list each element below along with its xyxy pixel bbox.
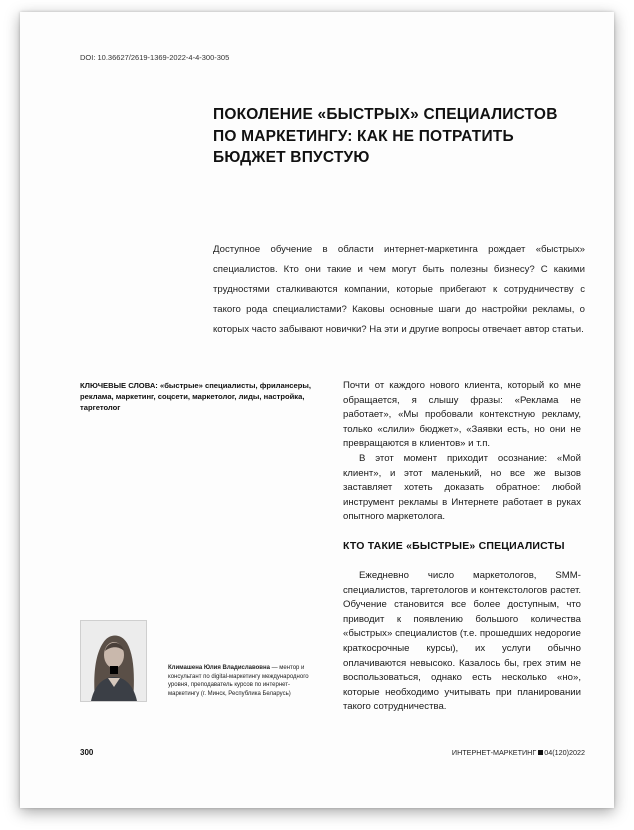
author-photo [80,620,147,702]
title-line-1: ПОКОЛЕНИЕ «БЫСТРЫХ» СПЕЦИАЛИСТОВ [213,106,558,123]
keywords-block [80,380,318,413]
journal-page [20,12,614,808]
keywords-text: «быстрые» специалисты, фрилансеры, реклама, маркетинг, соцсети, маркетолог, лиды, настройка, таргетолог [80,381,311,412]
body-column-bottom [343,569,581,715]
article-title [213,104,573,169]
keywords-label: КЛЮЧЕВЫЕ СЛОВА: [80,381,158,390]
author-name: Климашена Юлия Владиславовна [168,665,270,671]
journal-footer [445,748,585,757]
body-paragraph-3: Ежедневно число маркетологов, SMM-специалистов, таргетологов и контекстологов растет. Обучение становится все более доступным, что приводит к появлению большого количества «быстрых» специалистов (т.е. прошедших недорогие краткосрочные курсы), их услуги обычно оплачиваются невысоко. Казалось бы, грех этим не воспользоваться, однако есть несколько «но», которые необходимо учитывать при планировании такого сотрудничества. [343,570,581,713]
author-info [168,664,318,698]
body-paragraph-1: Почти от каждого нового клиента, который ко мне обращается, я слышу фразы: «Реклама не работает», «Мы пробовали контекстную рекламу, только «слили» бюджет», «Заявки есть, но они не превращаются в клиентов» и т.п. [343,380,581,450]
journal-name: ИНТЕРНЕТ-МАРКЕТИНГ [451,748,537,757]
doi-line: DOI: 10.36627/2619-1369-2022-4-4-300-305 [80,53,230,62]
title-line-3: БЮДЖЕТ ВПУСТУЮ [213,149,370,166]
issue-number: 04(120)2022 [544,748,585,757]
square-separator-icon [538,750,543,755]
body-paragraph-2: В этот момент приходит осознание: «Мой клиент», и этот маленький, но все же вызов заставляет хотеть доказать обратное: любой инструмент рекламы в Интернете работает в руках опытного маркетолога. [343,452,581,523]
title-line-2: ПО МАРКЕТИНГУ: КАК НЕ ПОТРАТИТЬ [213,127,514,145]
author-portrait-image [81,621,146,701]
page-number: 300 [80,748,94,757]
author-bio: — ментор и консультант по digital-маркетингу международного уровня, преподаватель курсов по интернет-маркетингу (г. Минск, Республика Беларусь) [168,665,309,697]
body-column-top [343,379,581,525]
article-abstract: Доступное обучение в области интернет-маркетинга рождает «быстрых» специалистов. Кто они такие и чем могут быть полезны бизнесу? С какими трудностями сталкиваются компании, которые прибегают к сотрудничеству с такого рода специалистами? Каковы основные шаги до настройки рекламы, о которых часто забывают новички? На эти и другие вопросы отвечает автор статьи. [213,244,585,335]
section-heading: КТО ТАКИЕ «БЫСТРЫЕ» СПЕЦИАЛИСТЫ [343,540,565,552]
